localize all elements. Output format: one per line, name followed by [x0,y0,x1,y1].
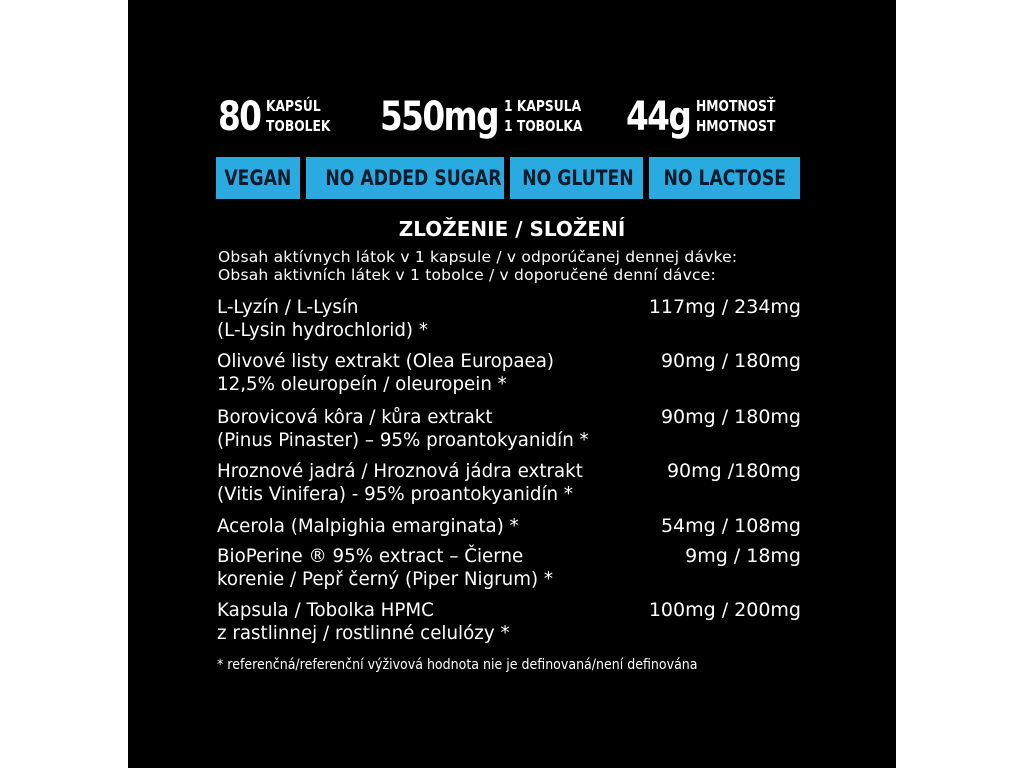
ingredient-name: Hroznové jadrá / Hroznová jádra extrakt (Vitis Vinifera) - 95% proantokyanidín * [217,460,583,505]
badge-no-added-sugar: NO ADDED SUGAR [306,157,504,199]
badge-no-gluten: NO GLUTEN [510,157,643,199]
ingredient-amount: 90mg /180mg [666,460,801,482]
ingredient-amount: 90mg / 180mg [660,406,801,428]
footnote: * referenčná/referenční výživová hodnota nie je definovaná/není definována [217,657,698,673]
ingredient-amount: 90mg / 180mg [660,350,801,372]
ingredient-amount: 54mg / 108mg [660,515,801,537]
stats-row [218,92,818,142]
ingredient-amount: 100mg / 200mg [648,599,801,621]
ingredient-name: Borovicová kôra / kůra extrakt (Pinus Pinaster) – 95% proantokyanidín * [217,406,589,451]
stat-value: 44g [626,94,691,140]
ingredient-name: Olivové listy extrakt (Olea Europaea) 12,5% oleuropeín / oleuropein * [217,350,555,395]
stat-label: KAPSÚL TOBOLEK [266,97,331,135]
ingredient-name: Kapsula / Tobolka HPMC z rastlinnej / rostlinné celulózy * [217,599,510,644]
stat-value: 550mg [380,94,498,140]
badge-no-lactose: NO LACTOSE [649,157,800,199]
stat-label: HMOTNOSŤ HMOTNOST [696,97,776,135]
stat-value: 80 [218,94,261,140]
composition-heading: ZLOŽENIE / SLOŽENÍ [398,217,626,241]
ingredient-name: Acerola (Malpighia emarginata) * [217,515,519,537]
badge-vegan: VEGAN [216,157,300,199]
stat-label: 1 KAPSULA 1 TOBOLKA [504,97,583,135]
product-label-panel [128,0,896,768]
ingredient-name: L-Lyzín / L-Lysín (L-Lysin hydrochlorid) * [217,296,428,341]
ingredient-name: BioPerine ® 95% extract – Čierne korenie / Pepř černý (Piper Nigrum) * [217,545,554,590]
composition-intro: Obsah aktívnych látok v 1 kapsule / v odporúčanej dennej dávke: Obsah aktivních látek v 1 tobolce / v doporučené denní dávce: [218,248,738,284]
ingredient-amount: 117mg / 234mg [648,296,801,318]
ingredient-amount: 9mg / 18mg [685,545,801,567]
